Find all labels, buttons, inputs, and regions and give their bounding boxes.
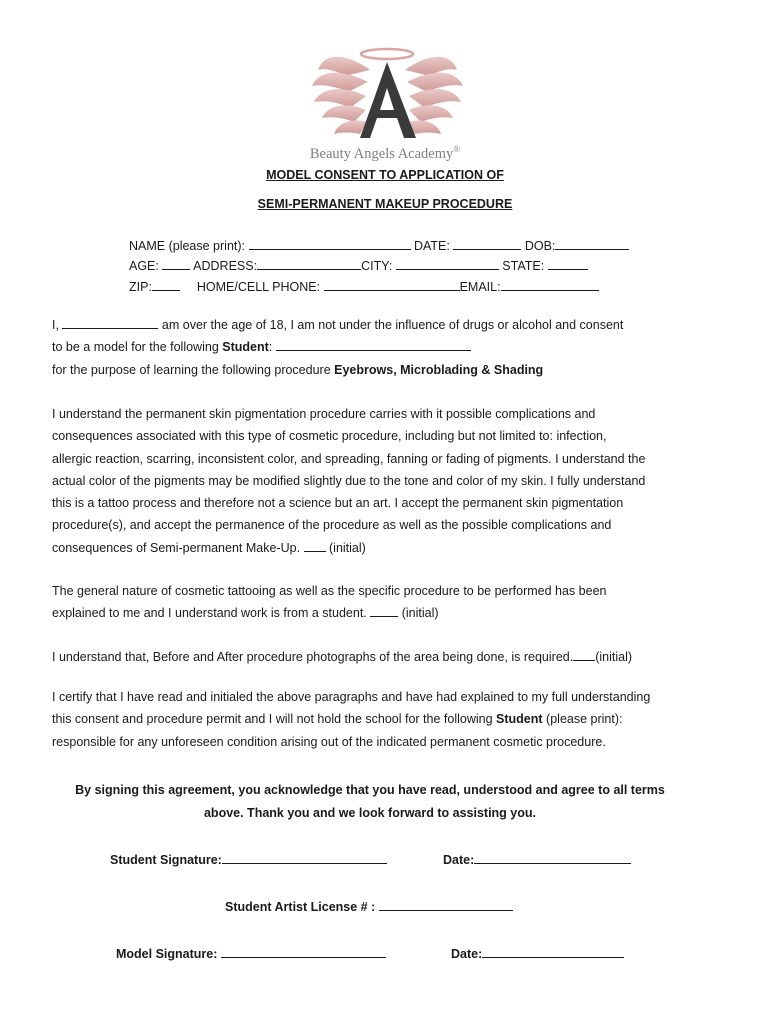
license-field[interactable] xyxy=(379,898,513,911)
p1-initial-label: (initial) xyxy=(329,540,366,555)
p3-line1-text: I understand that, Before and After procedure photographs of the area being done, is required. xyxy=(52,650,574,664)
student-signature-field[interactable] xyxy=(222,851,387,864)
name-label: NAME (please print): xyxy=(129,239,246,253)
model-name-field[interactable] xyxy=(62,317,158,329)
student-word: Student xyxy=(222,340,269,355)
license-row xyxy=(225,898,513,914)
intro-colon: : xyxy=(268,340,273,355)
nature-paragraph xyxy=(52,580,732,625)
p2-line: The general nature of cosmetic tattooing as well as the specific procedure to be performed has been xyxy=(52,584,607,598)
p1-line7-text: consequences of Semi-permanent Make-Up. xyxy=(52,540,301,555)
p1-line: procedure(s), and accept the permanence of the procedure as well as the possible complications and xyxy=(52,518,612,533)
city-field[interactable] xyxy=(396,258,499,270)
dob-field[interactable] xyxy=(555,238,629,250)
p1-line: this is a tattoo process and therefore not a science but an art. I accept the permanent skin pigmentation xyxy=(52,496,624,511)
student-date-label: Date: xyxy=(443,853,475,867)
closing-line1: By signing this agreement, you acknowledge that you have read, understood and agree to all terms xyxy=(75,783,665,797)
student-date-field[interactable] xyxy=(474,851,631,864)
date-field[interactable] xyxy=(453,238,521,250)
p1-initial-field[interactable] xyxy=(304,540,326,552)
city-label: CITY: xyxy=(361,259,393,273)
license-label: Student Artist License # : xyxy=(225,900,376,914)
intro-i-label: I, xyxy=(52,318,59,332)
p2-line-last xyxy=(52,602,732,624)
p3-initial-field[interactable] xyxy=(573,649,595,661)
name-field[interactable] xyxy=(249,238,411,250)
phone-field[interactable] xyxy=(324,279,460,291)
p1-line: allergic reaction, scarring, inconsistent color, and spreading, fanning or fading of pigments. I understand the xyxy=(52,451,646,466)
p4-line: responsible for any unforeseen condition arising out of the indicated permanent cosmetic procedure. xyxy=(52,734,606,749)
closing-statement xyxy=(40,779,700,824)
zip-field[interactable] xyxy=(152,279,180,291)
p1-line: actual color of the pigments may be modified slightly due to the tone and color of my skin. I fully understand xyxy=(52,473,646,488)
form-title-line2: SEMI-PERMANENT MAKEUP PROCEDURE xyxy=(257,197,513,211)
address-field[interactable] xyxy=(257,258,361,270)
brand-name xyxy=(280,144,490,163)
date-label: DATE: xyxy=(413,239,450,253)
photographs-paragraph xyxy=(52,646,732,668)
phone-label: HOME/CELL PHONE: xyxy=(196,280,321,294)
info-row-name xyxy=(129,238,629,253)
complications-paragraph xyxy=(52,403,732,559)
state-field[interactable] xyxy=(548,258,588,270)
p4-line2 xyxy=(52,708,732,730)
procedure-name: Eyebrows, Microblading & Shading xyxy=(334,362,544,377)
model-date-row xyxy=(451,945,624,961)
age-label: AGE: xyxy=(129,259,159,273)
email-label: EMAIL: xyxy=(459,280,501,294)
intro-line2-text: to be a model for the following xyxy=(52,340,219,355)
intro-line1-text: am over the age of 18, I am not under the influence of drugs or alcohol and consent xyxy=(161,318,624,332)
address-label: ADDRESS: xyxy=(193,259,258,273)
state-label: STATE: xyxy=(502,259,545,273)
student-word: Student xyxy=(496,712,543,727)
p4-line: I certify that I have read and initialed the above paragraphs and have had explained to my full understanding xyxy=(52,690,651,704)
model-date-field[interactable] xyxy=(482,945,624,958)
p3-line xyxy=(52,646,732,668)
intro-line3-text: for the purpose of learning the following procedure xyxy=(52,362,331,377)
p3-initial-label: (initial) xyxy=(595,650,633,664)
form-title-line1: MODEL CONSENT TO APPLICATION OF xyxy=(266,168,504,182)
info-row-contact xyxy=(129,279,599,294)
info-row-address xyxy=(129,258,588,273)
zip-label: ZIP: xyxy=(129,280,152,294)
age-field[interactable] xyxy=(162,258,190,270)
student-signature-label: Student Signature: xyxy=(110,853,222,867)
student-signature-row xyxy=(110,851,387,867)
dob-label: DOB: xyxy=(524,239,556,253)
registered-mark: ® xyxy=(453,144,461,154)
model-signature-field[interactable] xyxy=(221,945,386,958)
p1-line: consequences associated with this type of cosmetic procedure, including but not limited to: infection, xyxy=(52,429,607,444)
p1-line-last xyxy=(52,537,732,559)
email-field[interactable] xyxy=(501,279,599,291)
brand-name-text: Beauty Angels Academy xyxy=(309,145,454,162)
model-date-label: Date: xyxy=(451,947,483,961)
p4-line2-post: (please print): xyxy=(546,712,623,727)
model-signature-row xyxy=(116,945,386,961)
student-name-field[interactable] xyxy=(276,339,471,351)
intro-line1 xyxy=(52,314,732,336)
p1-line: I understand the permanent skin pigmentation procedure carries with it possible complications and xyxy=(52,407,596,421)
certification-paragraph xyxy=(52,686,732,753)
closing-line2: above. Thank you and we look forward to assisting you. xyxy=(203,805,536,820)
intro-paragraph xyxy=(52,314,732,381)
intro-line3 xyxy=(52,359,732,381)
student-date-row xyxy=(443,851,631,867)
p2-initial-label: (initial) xyxy=(401,606,439,621)
p2-initial-field[interactable] xyxy=(370,605,398,617)
p4-line2-pre: this consent and procedure permit and I will not hold the school for the following xyxy=(52,712,493,727)
p2-line2-text: explained to me and I understand work is from a student. xyxy=(52,606,367,621)
intro-line2 xyxy=(52,336,732,358)
model-signature-label: Model Signature: xyxy=(116,947,218,961)
